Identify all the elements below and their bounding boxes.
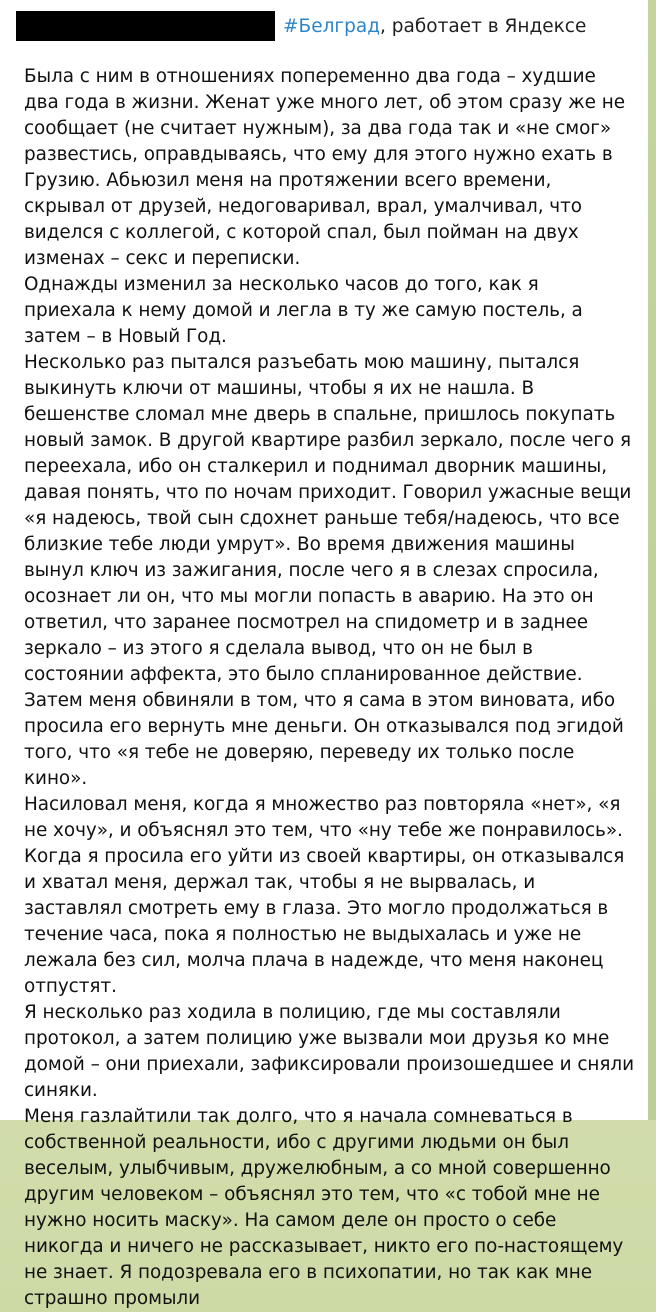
message-paragraph-7: Я несколько раз ходила в полицию, где мы составляли протокол, а затем полицию уже вызвали мои друзья ко мне домой – они приехали, зафиксировали произошедшее и сняли синяки.	[24, 1002, 635, 1101]
redacted-name-block	[16, 11, 275, 41]
message-paragraph-4: Затем меня обвиняли в том, что я сама в этом виновата, ибо просила его вернуть мне деньги. Он отказывался под эгидой того, что «я тебе не доверяю, переведу их только после кино».	[24, 690, 624, 789]
message-paragraph-5: Насиловал меня, когда я множество раз повторяла «нет», «я не хочу», и объяснял это тем, что «ну тебе же понравилось».	[24, 794, 623, 841]
message-text	[24, 64, 636, 1312]
message-paragraph-3: Несколько раз пытался разъебать мою машину, пытался выкинуть ключи от машины, чтобы я их не нашла. В бешенстве сломал мне дверь в спальне, пришлось покупать новый замок. В другой квартире разбил зеркало, после чего я переехала, ибо он сталкерил и поднимал дворник машины, давая понять, что по ночам приходит. Говорил ужасные вещи «я надеюсь, твой сын сдохнет раньше тебя/надеюсь, что все близкие тебе люди умрут». Во время движения машины вынул ключ из зажигания, после чего я в слезах спросила, осознает ли он, что мы могли попасть в аварию. На это он ответил, что заранее посмотрел на спидометр и в заднее зеркало – из этого я сделала вывод, что он не был в состоянии аффекта, это было спланированное действие.	[24, 352, 632, 685]
message-paragraph-6: Когда я просила его уйти из своей квартиры, он отказывался и хватал меня, держал так, чтобы я не вырвалась, и заставлял смотреть ему в глаза. Это могло продолжаться в течение часа, пока я полностью не выдыхалась и уже не лежала без сил, молча плача в надежде, что меня наконец отпустят.	[24, 846, 625, 997]
message-paragraph-2: Однажды изменил за несколько часов до того, как я приехала к нему домой и легла в ту же самую постель, а затем – в Новый Год.	[24, 274, 583, 347]
message-paragraph-8: Меня газлайтили так долго, что я начала сомневаться в собственной реальности, ибо с другими людьми он был веселым, улыбчивым, дружелюбным, а со мной совершенно другим человеком – объяснял это тем, что «с тобой мне не нужно носить маску». На самом деле он просто о себе никогда и ничего не рассказывает, никто его по-настоящему не знает. Я подозревала его в психопатии, но так как мне страшно промыли	[24, 1106, 624, 1309]
hashtag-link[interactable]: #Белград	[283, 15, 380, 37]
author-description: , работает в Яндексе	[380, 15, 587, 37]
chat-background-edge	[648, 0, 656, 1120]
message-paragraph-1: Была с ним в отношениях попеременно два года – худшие два года в жизни. Женат уже много лет, об этом сразу же не сообщает (не считает нужным), за два года так и «не смог» развестись, оправдываясь, что ему для этого нужно ехать в Грузию. Абьюзил меня на протяжении всего времени, скрывал от друзей, недоговаривал, врал, умалчивал, что виделся с коллегой, с которой спал, был пойман на двух изменах – секс и переписки.	[24, 66, 625, 269]
post-header	[16, 10, 586, 42]
